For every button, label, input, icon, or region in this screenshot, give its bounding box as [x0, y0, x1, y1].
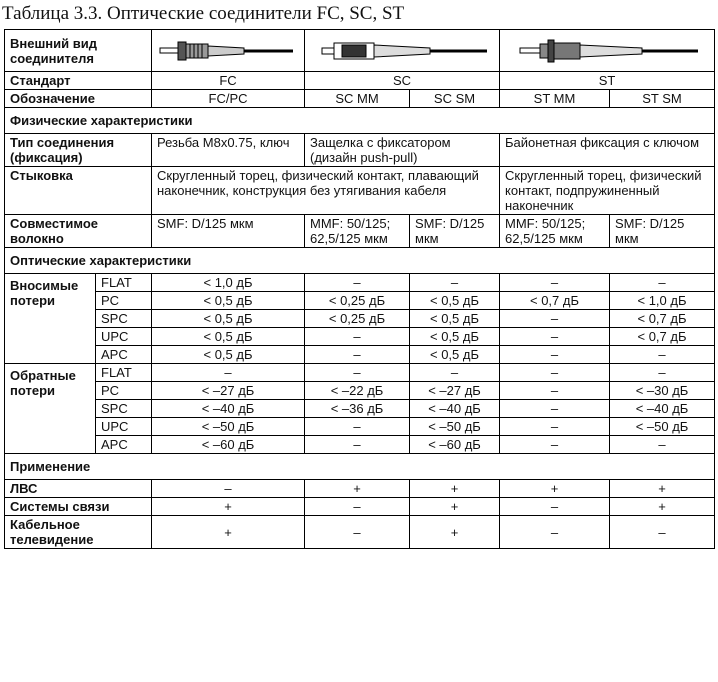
mating-st: Скругленный торец, физический контакт, подпружиненный наконечник: [500, 167, 715, 215]
rl-sc-sm: < –60 дБ: [410, 436, 500, 454]
rl-sc-sm: < –50 дБ: [410, 418, 500, 436]
rl-st-sm: –: [610, 364, 715, 382]
app-sc-sm: +: [410, 480, 500, 498]
table-row: [5, 436, 715, 454]
fiber-st-mm: MMF: 50/125; 62,5/125 мкм: [500, 215, 610, 248]
fiber-row: [5, 215, 715, 248]
il-fc: < 0,5 дБ: [152, 310, 305, 328]
optical-section-row: [5, 248, 715, 274]
il-st-sm: < 0,7 дБ: [610, 310, 715, 328]
il-sc-sm: < 0,5 дБ: [410, 346, 500, 364]
connection-row: [5, 134, 715, 167]
table-row: [5, 310, 715, 328]
rl-fc: < –40 дБ: [152, 400, 305, 418]
application-label: Кабельное телевидение: [5, 516, 152, 549]
il-sc-mm: < 0,25 дБ: [305, 292, 410, 310]
il-sc-sm: < 0,5 дБ: [410, 292, 500, 310]
polish-type: PC: [96, 292, 152, 310]
rl-sc-mm: –: [305, 364, 410, 382]
il-st-mm: –: [500, 328, 610, 346]
rl-st-mm: –: [500, 436, 610, 454]
mating-label: Стыковка: [5, 167, 152, 215]
app-st-mm: +: [500, 480, 610, 498]
app-sc-mm: +: [305, 480, 410, 498]
app-sc-sm: +: [410, 516, 500, 549]
rl-st-mm: –: [500, 418, 610, 436]
rl-sc-sm: < –27 дБ: [410, 382, 500, 400]
standard-label: Стандарт: [5, 72, 152, 90]
polish-type: UPC: [96, 418, 152, 436]
connection-fc: Резьба M8x0.75, ключ: [152, 134, 305, 167]
designation-st-sm: ST SM: [610, 90, 715, 108]
rl-fc: < –27 дБ: [152, 382, 305, 400]
il-sc-sm: < 0,5 дБ: [410, 328, 500, 346]
rl-st-sm: < –50 дБ: [610, 418, 715, 436]
app-sc-mm: –: [305, 498, 410, 516]
il-sc-mm: < 0,25 дБ: [305, 310, 410, 328]
designation-sc-sm: SC SM: [410, 90, 500, 108]
rl-st-mm: –: [500, 400, 610, 418]
appearance-label: Внешний вид соединителя: [5, 30, 152, 72]
polish-type: SPC: [96, 400, 152, 418]
standard-sc: SC: [305, 72, 500, 90]
optical-section-title: Оптические характеристики: [5, 248, 715, 274]
app-st-mm: –: [500, 498, 610, 516]
table-row: [5, 480, 715, 498]
app-st-sm: +: [610, 480, 715, 498]
polish-type: FLAT: [96, 364, 152, 382]
polish-type: UPC: [96, 328, 152, 346]
rl-sc-mm: –: [305, 418, 410, 436]
connection-st: Байонетная фиксация с ключом: [500, 134, 715, 167]
connection-label: Тип соединения (фиксация): [5, 134, 152, 167]
application-section-row: [5, 454, 715, 480]
il-sc-mm: –: [305, 274, 410, 292]
designation-label: Обозначение: [5, 90, 152, 108]
appearance-row: [5, 30, 715, 72]
il-sc-sm: –: [410, 274, 500, 292]
polish-type: SPC: [96, 310, 152, 328]
fc-connector-image: [152, 30, 305, 72]
table-row: [5, 516, 715, 549]
connection-sc: Защелка с фиксатором (дизайн push-pull): [305, 134, 500, 167]
application-label: ЛВС: [5, 480, 152, 498]
app-fc: +: [152, 516, 305, 549]
fiber-sc-mm: MMF: 50/125; 62,5/125 мкм: [305, 215, 410, 248]
il-st-mm: < 0,7 дБ: [500, 292, 610, 310]
rl-st-mm: –: [500, 364, 610, 382]
il-sc-mm: –: [305, 346, 410, 364]
application-label: Системы связи: [5, 498, 152, 516]
rl-sc-sm: < –40 дБ: [410, 400, 500, 418]
il-fc: < 1,0 дБ: [152, 274, 305, 292]
app-sc-sm: +: [410, 498, 500, 516]
fiber-fc: SMF: D/125 мкм: [152, 215, 305, 248]
fiber-st-sm: SMF: D/125 мкм: [610, 215, 715, 248]
standard-st: ST: [500, 72, 715, 90]
table-row: [5, 328, 715, 346]
app-fc: +: [152, 498, 305, 516]
st-connector-image: [500, 30, 715, 72]
il-st-sm: –: [610, 274, 715, 292]
polish-type: FLAT: [96, 274, 152, 292]
app-st-mm: –: [500, 516, 610, 549]
rl-sc-mm: –: [305, 436, 410, 454]
rl-sc-mm: < –22 дБ: [305, 382, 410, 400]
table-row: [5, 498, 715, 516]
polish-type: APC: [96, 436, 152, 454]
table-row: [5, 346, 715, 364]
physical-section-title: Физические характеристики: [5, 108, 715, 134]
designation-sc-mm: SC MM: [305, 90, 410, 108]
il-sc-sm: < 0,5 дБ: [410, 310, 500, 328]
il-fc: < 0,5 дБ: [152, 346, 305, 364]
il-st-mm: –: [500, 310, 610, 328]
fiber-sc-sm: SMF: D/125 мкм: [410, 215, 500, 248]
standard-fc: FC: [152, 72, 305, 90]
il-st-mm: –: [500, 346, 610, 364]
rl-sc-mm: < –36 дБ: [305, 400, 410, 418]
il-st-mm: –: [500, 274, 610, 292]
designation-fc: FC/PC: [152, 90, 305, 108]
mating-row: [5, 167, 715, 215]
table-row: [5, 418, 715, 436]
table-caption: Таблица 3.3. Оптические соединители FC, SC, ST: [2, 3, 405, 24]
application-section-title: Применение: [5, 454, 715, 480]
il-st-sm: < 1,0 дБ: [610, 292, 715, 310]
designation-st-mm: ST MM: [500, 90, 610, 108]
standard-row: [5, 72, 715, 90]
mating-fc-sc: Скругленный торец, физический контакт, плавающий наконечник, конструкция без утягивания кабеля: [152, 167, 500, 215]
rl-st-sm: < –40 дБ: [610, 400, 715, 418]
il-st-sm: –: [610, 346, 715, 364]
il-fc: < 0,5 дБ: [152, 328, 305, 346]
table-row: [5, 382, 715, 400]
fiber-label: Совместимое волокно: [5, 215, 152, 248]
app-st-sm: –: [610, 516, 715, 549]
app-sc-mm: –: [305, 516, 410, 549]
designation-row: [5, 90, 715, 108]
physical-section-row: [5, 108, 715, 134]
table-row: [5, 364, 715, 382]
polish-type: PC: [96, 382, 152, 400]
rl-st-sm: –: [610, 436, 715, 454]
rl-st-mm: –: [500, 382, 610, 400]
app-st-sm: +: [610, 498, 715, 516]
rl-sc-sm: –: [410, 364, 500, 382]
table-row: [5, 274, 715, 292]
il-st-sm: < 0,7 дБ: [610, 328, 715, 346]
rl-fc: < –60 дБ: [152, 436, 305, 454]
connectors-table: [4, 29, 715, 549]
table-row: [5, 292, 715, 310]
rl-st-sm: < –30 дБ: [610, 382, 715, 400]
rl-fc: < –50 дБ: [152, 418, 305, 436]
il-fc: < 0,5 дБ: [152, 292, 305, 310]
il-sc-mm: –: [305, 328, 410, 346]
rl-fc: –: [152, 364, 305, 382]
insertion-loss-label: Вносимые потери: [5, 274, 96, 364]
sc-connector-image: [305, 30, 500, 72]
app-fc: –: [152, 480, 305, 498]
table-row: [5, 400, 715, 418]
polish-type: APC: [96, 346, 152, 364]
return-loss-label: Обратные потери: [5, 364, 96, 454]
